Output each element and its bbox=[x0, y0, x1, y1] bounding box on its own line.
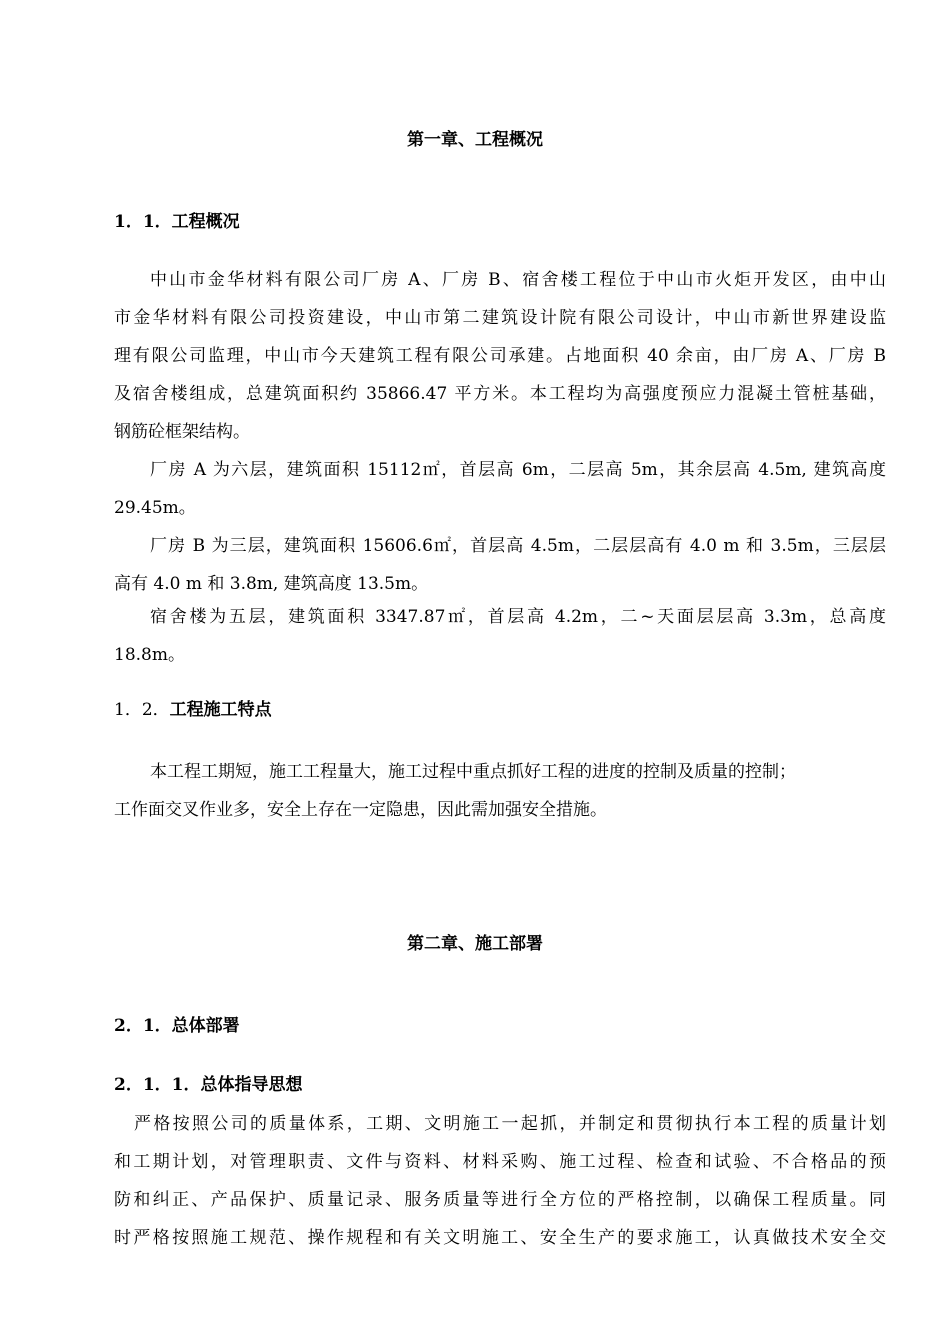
section-2-1-1-paragraph bbox=[114, 1105, 886, 1257]
section-1-2-heading bbox=[114, 698, 272, 722]
text-line: 钢筋砼框架结构。 bbox=[114, 422, 250, 442]
section-2-1-1-number: 2．1．1． bbox=[114, 1075, 201, 1095]
chapter-1-title: 第一章、工程概况 bbox=[407, 130, 543, 150]
text-line: 理有限公司监理，中山市今天建筑工程有限公司承建。占地面积 40 余亩，由厂房 A、厂房 B bbox=[114, 346, 886, 366]
text-line: 及宿舍楼组成，总建筑面积约 35866.47 平方米。本工程均为高强度预应力混凝土管桩基础， bbox=[114, 384, 886, 404]
section-1-1-paragraph-1 bbox=[114, 261, 886, 451]
section-1-1-paragraph-3 bbox=[114, 527, 886, 603]
section-2-1-title: 总体部署 bbox=[171, 1016, 240, 1036]
text-line: 29.45m。 bbox=[114, 498, 196, 518]
text-line: 厂房 B 为三层，建筑面积 15606.6㎡，首层高 4.5m，二层层高有 4.0 m 和 3.5m，三层层 bbox=[150, 536, 886, 556]
text-line: 时严格按照施工规范、操作规程和有关文明施工、安全生产的要求施工，认真做技术安全交 bbox=[114, 1228, 886, 1248]
section-1-1-paragraph-4 bbox=[114, 598, 886, 674]
text-line: 中山市金华材料有限公司厂房 A、厂房 B、宿舍楼工程位于中山市火炬开发区，由中山 bbox=[150, 270, 886, 290]
section-2-1-number: 2．1． bbox=[114, 1016, 172, 1036]
text-line: 严格按照公司的质量体系，工期、文明施工一起抓，并制定和贯彻执行本工程的质量计划 bbox=[134, 1114, 886, 1134]
text-line: 18.8m。 bbox=[114, 645, 185, 665]
text-line: 市金华材料有限公司投资建设，中山市第二建筑设计院有限公司设计，中山市新世界建设监 bbox=[114, 308, 886, 328]
chapter-2-title: 第二章、施工部署 bbox=[407, 934, 543, 954]
text-line: 本工程工期短，施工工程量大，施工过程中重点抓好工程的进度的控制及质量的控制； bbox=[150, 762, 796, 782]
text-line: 厂房 A 为六层，建筑面积 15112㎡，首层高 6m，二层高 5m，其余层高 4.5m, 建筑高度 bbox=[150, 460, 886, 480]
section-1-2-paragraph bbox=[114, 753, 886, 829]
text-line: 工作面交叉作业多，安全上存在一定隐患，因此需加强安全措施。 bbox=[114, 800, 607, 820]
section-1-2-number: 1．2． bbox=[114, 700, 170, 720]
section-2-1-heading bbox=[114, 1014, 240, 1038]
section-2-1-1-heading bbox=[114, 1073, 303, 1097]
section-1-2-title: 工程施工特点 bbox=[169, 700, 272, 720]
section-1-1-heading bbox=[114, 210, 240, 234]
text-line: 防和纠正、产品保护、质量记录、服务质量等进行全方位的严格控制，以确保工程质量。同 bbox=[114, 1190, 886, 1210]
section-1-1-title: 工程概况 bbox=[171, 212, 240, 232]
section-2-1-1-title: 总体指导思想 bbox=[200, 1075, 303, 1095]
section-1-1-number: 1．1． bbox=[114, 212, 172, 232]
text-line: 高有 4.0 m 和 3.8m, 建筑高度 13.5m。 bbox=[114, 574, 429, 594]
text-line: 和工期计划，对管理职责、文件与资料、材料采购、施工过程、检查和试验、不合格品的预 bbox=[114, 1152, 886, 1172]
section-1-1-paragraph-2 bbox=[114, 451, 886, 527]
text-line: 宿舍楼为五层，建筑面积 3347.87㎡，首层高 4.2m，二~天面层层高 3.3m，总高度 bbox=[150, 607, 886, 627]
